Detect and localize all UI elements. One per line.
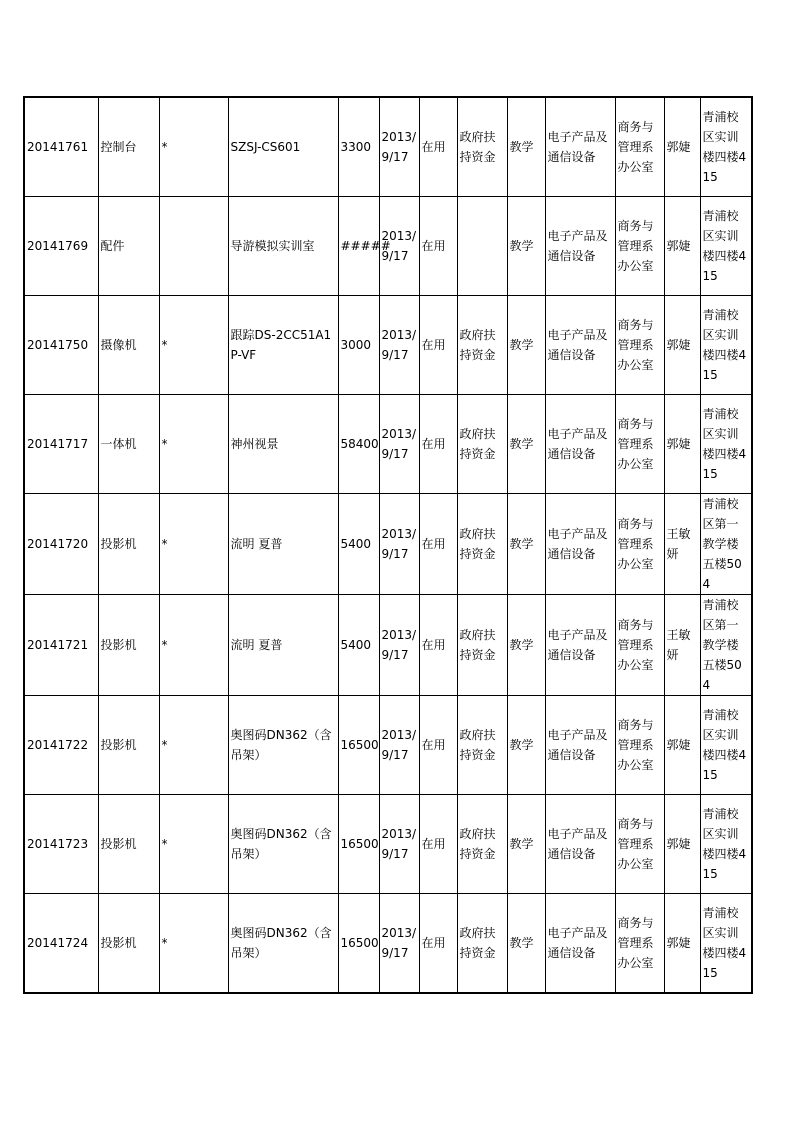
asset-id-cell: 20141761: [24, 97, 98, 197]
model-cell: 流明 夏普: [228, 494, 338, 595]
asset-table: [23, 96, 753, 994]
keeper-cell: 郭婕: [664, 197, 700, 296]
keeper-cell: 郭婕: [664, 696, 700, 795]
mark-cell: *: [159, 894, 228, 994]
price-cell: 16500: [338, 795, 379, 894]
asset-id-cell: 20141720: [24, 494, 98, 595]
model-cell: 奥图码DN362（含吊架）: [228, 696, 338, 795]
mark-cell: [159, 197, 228, 296]
status-cell: 在用: [419, 894, 457, 994]
mark-cell: *: [159, 296, 228, 395]
status-cell: 在用: [419, 395, 457, 494]
status-cell: 在用: [419, 595, 457, 696]
asset-id-cell: 20141724: [24, 894, 98, 994]
department-cell: 商务与管理系办公室: [615, 696, 664, 795]
model-cell: 导游模拟实训室: [228, 197, 338, 296]
mark-cell: *: [159, 795, 228, 894]
funding-source-cell: 政府扶持资金: [457, 296, 507, 395]
funding-source-cell: 政府扶持资金: [457, 795, 507, 894]
status-cell: 在用: [419, 197, 457, 296]
category-cell: 电子产品及通信设备: [545, 595, 615, 696]
department-cell: 商务与管理系办公室: [615, 894, 664, 994]
funding-source-cell: 政府扶持资金: [457, 97, 507, 197]
table-row: [24, 97, 752, 197]
table-row: [24, 595, 752, 696]
table-row: [24, 197, 752, 296]
location-cell: 青浦校区实训楼四楼415: [700, 296, 752, 395]
usage-cell: 教学: [507, 894, 545, 994]
date-cell: 2013/ 9/17: [379, 97, 419, 197]
location-cell: 青浦校区实训楼四楼415: [700, 395, 752, 494]
mark-cell: *: [159, 395, 228, 494]
date-cell: 2013/ 9/17: [379, 395, 419, 494]
category-cell: 电子产品及通信设备: [545, 696, 615, 795]
category-cell: 电子产品及通信设备: [545, 197, 615, 296]
date-cell: 2013/ 9/17: [379, 894, 419, 994]
keeper-cell: 郭婕: [664, 296, 700, 395]
department-cell: 商务与管理系办公室: [615, 795, 664, 894]
funding-source-cell: 政府扶持资金: [457, 395, 507, 494]
location-cell: 青浦校区实训楼四楼415: [700, 97, 752, 197]
price-cell: 58400: [338, 395, 379, 494]
asset-name-cell: 投影机: [98, 696, 159, 795]
price-cell: 16500: [338, 696, 379, 795]
category-cell: 电子产品及通信设备: [545, 894, 615, 994]
usage-cell: 教学: [507, 696, 545, 795]
table-row: [24, 494, 752, 595]
asset-table-container: [23, 96, 751, 991]
location-cell: 青浦校区第一教学楼五楼504: [700, 494, 752, 595]
asset-id-cell: 20141723: [24, 795, 98, 894]
price-cell: #####: [338, 197, 379, 296]
asset-name-cell: 投影机: [98, 795, 159, 894]
asset-id-cell: 20141769: [24, 197, 98, 296]
price-cell: 5400: [338, 494, 379, 595]
location-cell: 青浦校区实训楼四楼415: [700, 795, 752, 894]
keeper-cell: 郭婕: [664, 894, 700, 994]
funding-source-cell: 政府扶持资金: [457, 595, 507, 696]
category-cell: 电子产品及通信设备: [545, 395, 615, 494]
usage-cell: 教学: [507, 595, 545, 696]
category-cell: 电子产品及通信设备: [545, 296, 615, 395]
date-cell: 2013/ 9/17: [379, 296, 419, 395]
keeper-cell: 王敏妍: [664, 494, 700, 595]
department-cell: 商务与管理系办公室: [615, 595, 664, 696]
category-cell: 电子产品及通信设备: [545, 494, 615, 595]
status-cell: 在用: [419, 494, 457, 595]
status-cell: 在用: [419, 97, 457, 197]
status-cell: 在用: [419, 696, 457, 795]
asset-name-cell: 投影机: [98, 494, 159, 595]
table-row: [24, 894, 752, 994]
keeper-cell: 郭婕: [664, 795, 700, 894]
funding-source-cell: 政府扶持资金: [457, 494, 507, 595]
department-cell: 商务与管理系办公室: [615, 395, 664, 494]
location-cell: 青浦校区实训楼四楼415: [700, 894, 752, 994]
asset-id-cell: 20141750: [24, 296, 98, 395]
model-cell: 神州视景: [228, 395, 338, 494]
asset-id-cell: 20141717: [24, 395, 98, 494]
price-cell: 16500: [338, 894, 379, 994]
table-row: [24, 395, 752, 494]
table-row: [24, 296, 752, 395]
model-cell: 奥图码DN362（含吊架）: [228, 795, 338, 894]
usage-cell: 教学: [507, 494, 545, 595]
location-cell: 青浦校区第一教学楼五楼504: [700, 595, 752, 696]
keeper-cell: 王敏妍: [664, 595, 700, 696]
usage-cell: 教学: [507, 395, 545, 494]
department-cell: 商务与管理系办公室: [615, 197, 664, 296]
keeper-cell: 郭婕: [664, 97, 700, 197]
location-cell: 青浦校区实训楼四楼415: [700, 197, 752, 296]
funding-source-cell: 政府扶持资金: [457, 696, 507, 795]
table-row: [24, 696, 752, 795]
category-cell: 电子产品及通信设备: [545, 97, 615, 197]
location-cell: 青浦校区实训楼四楼415: [700, 696, 752, 795]
mark-cell: *: [159, 696, 228, 795]
asset-name-cell: 控制台: [98, 97, 159, 197]
category-cell: 电子产品及通信设备: [545, 795, 615, 894]
department-cell: 商务与管理系办公室: [615, 97, 664, 197]
price-cell: 3300: [338, 97, 379, 197]
usage-cell: 教学: [507, 795, 545, 894]
model-cell: 奥图码DN362（含吊架）: [228, 894, 338, 994]
date-cell: 2013/ 9/17: [379, 197, 419, 296]
department-cell: 商务与管理系办公室: [615, 296, 664, 395]
department-cell: 商务与管理系办公室: [615, 494, 664, 595]
date-cell: 2013/ 9/17: [379, 595, 419, 696]
mark-cell: *: [159, 494, 228, 595]
usage-cell: 教学: [507, 296, 545, 395]
status-cell: 在用: [419, 296, 457, 395]
model-cell: 跟踪DS-2CC51A1P-VF: [228, 296, 338, 395]
price-cell: 5400: [338, 595, 379, 696]
model-cell: SZSJ-CS601: [228, 97, 338, 197]
asset-name-cell: 一体机: [98, 395, 159, 494]
usage-cell: 教学: [507, 97, 545, 197]
usage-cell: 教学: [507, 197, 545, 296]
keeper-cell: 郭婕: [664, 395, 700, 494]
mark-cell: *: [159, 595, 228, 696]
asset-id-cell: 20141721: [24, 595, 98, 696]
funding-source-cell: [457, 197, 507, 296]
model-cell: 流明 夏普: [228, 595, 338, 696]
asset-name-cell: 投影机: [98, 595, 159, 696]
table-row: [24, 795, 752, 894]
asset-name-cell: 投影机: [98, 894, 159, 994]
mark-cell: *: [159, 97, 228, 197]
asset-name-cell: 摄像机: [98, 296, 159, 395]
price-cell: 3000: [338, 296, 379, 395]
date-cell: 2013/ 9/17: [379, 696, 419, 795]
asset-name-cell: 配件: [98, 197, 159, 296]
funding-source-cell: 政府扶持资金: [457, 894, 507, 994]
asset-id-cell: 20141722: [24, 696, 98, 795]
date-cell: 2013/ 9/17: [379, 494, 419, 595]
status-cell: 在用: [419, 795, 457, 894]
date-cell: 2013/ 9/17: [379, 795, 419, 894]
